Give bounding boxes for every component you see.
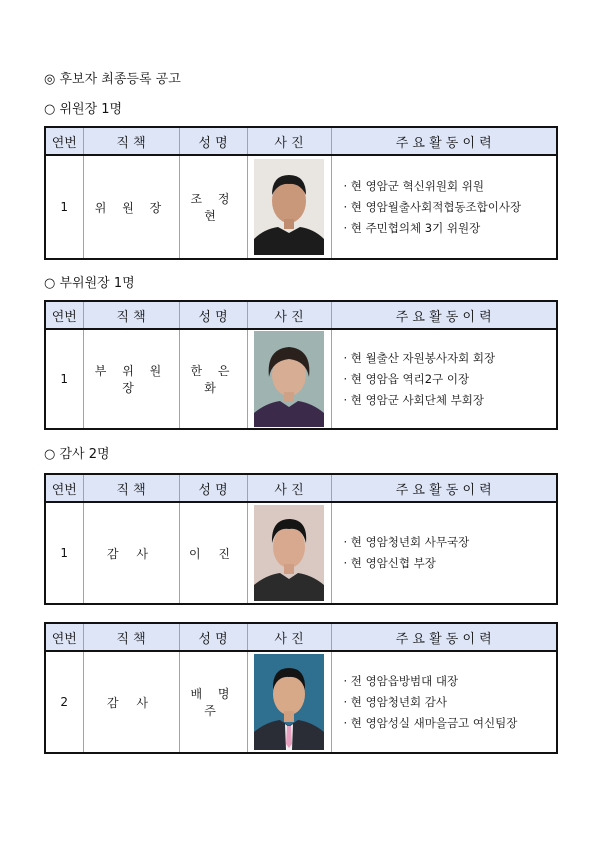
candidate-photo	[254, 331, 324, 427]
candidate-table-auditor-1	[44, 473, 558, 605]
header-position: 직 책	[83, 623, 179, 651]
header-history: 주 요 활 동 이 력	[331, 301, 557, 329]
header-name: 성 명	[179, 127, 247, 155]
header-photo: 사 진	[247, 623, 331, 651]
cell-no: 1	[45, 502, 83, 604]
header-photo: 사 진	[247, 301, 331, 329]
header-photo: 사 진	[247, 127, 331, 155]
candidate-table-vice	[44, 300, 558, 430]
header-history: 주 요 활 동 이 력	[331, 127, 557, 155]
history-item: · 현 영암군 혁신위원회 위원	[343, 178, 484, 193]
history-item: · 현 영암신협 부장	[343, 556, 436, 570]
cell-no: 1	[45, 329, 83, 429]
header-name: 성 명	[179, 301, 247, 329]
candidate-table-auditor-2	[44, 622, 558, 754]
header-photo: 사 진	[247, 474, 331, 502]
table-header-row	[45, 127, 557, 155]
history-item: · 현 영암월출사회적협동조합이사장	[343, 199, 522, 214]
history-item: · 현 영암읍 역리2구 이장	[343, 371, 470, 386]
header-no: 연번	[45, 301, 83, 329]
section-heading-auditor: ○ 감사 2명	[44, 447, 110, 462]
cell-name: 한 은 화	[179, 329, 247, 429]
history-item: · 전 영암읍방범대 대장	[343, 673, 459, 688]
cell-name: 조 정 현	[179, 155, 247, 259]
history-item: · 현 영암군 사회단체 부회장	[343, 392, 484, 407]
header-no: 연번	[45, 127, 83, 155]
cell-no: 2	[45, 651, 83, 753]
cell-history	[331, 502, 557, 604]
cell-name: 배 명 주	[179, 651, 247, 753]
section-heading-vice: ○ 부위원장 1명	[44, 276, 135, 291]
history-item: · 현 월출산 자원봉사자회 회장	[343, 350, 496, 365]
history-item: · 현 영암청년회 사무국장	[343, 535, 470, 549]
history-item: · 현 영암청년회 감사	[343, 694, 447, 709]
cell-history	[331, 155, 557, 259]
cell-photo	[247, 329, 331, 429]
candidate-photo	[254, 505, 324, 601]
header-history: 주 요 활 동 이 력	[331, 623, 557, 651]
header-history: 주 요 활 동 이 력	[331, 474, 557, 502]
candidate-table-chair	[44, 126, 558, 260]
history-item: · 현 영암성실 새마을금고 여신팀장	[343, 715, 518, 730]
table-row	[45, 329, 557, 429]
cell-no: 1	[45, 155, 83, 259]
table-header-row	[45, 474, 557, 502]
header-name: 성 명	[179, 623, 247, 651]
cell-position: 감 사	[83, 651, 179, 753]
header-no: 연번	[45, 623, 83, 651]
cell-photo	[247, 502, 331, 604]
section-heading-chair: ○ 위원장 1명	[44, 102, 123, 117]
history-item: · 현 주민협의체 3기 위원장	[343, 220, 481, 235]
cell-name: 이 진	[179, 502, 247, 604]
cell-position: 감 사	[83, 502, 179, 604]
cell-position: 부 위 원 장	[83, 329, 179, 429]
header-position: 직 책	[83, 127, 179, 155]
table-header-row	[45, 301, 557, 329]
table-row	[45, 155, 557, 259]
cell-history	[331, 329, 557, 429]
page-title: ◎ 후보자 최종등록 공고	[44, 72, 181, 87]
header-position: 직 책	[83, 301, 179, 329]
cell-position: 위 원 장	[83, 155, 179, 259]
table-row	[45, 651, 557, 753]
cell-history	[331, 651, 557, 753]
candidate-photo	[254, 654, 324, 750]
cell-photo	[247, 155, 331, 259]
header-name: 성 명	[179, 474, 247, 502]
header-no: 연번	[45, 474, 83, 502]
table-row	[45, 502, 557, 604]
candidate-photo	[254, 159, 324, 255]
cell-photo	[247, 651, 331, 753]
header-position: 직 책	[83, 474, 179, 502]
table-header-row	[45, 623, 557, 651]
